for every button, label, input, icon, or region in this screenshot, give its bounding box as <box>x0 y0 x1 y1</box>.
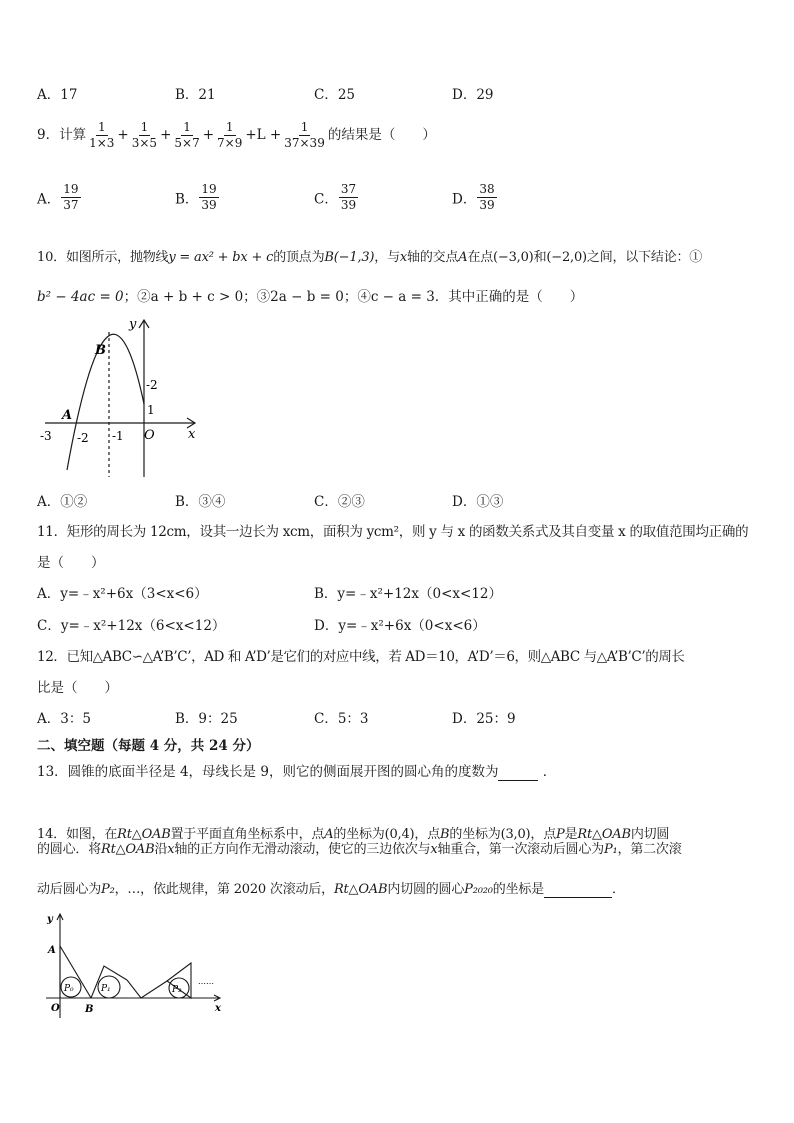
option-text: 17 <box>60 87 78 103</box>
q10-option-d[interactable]: D．①③ <box>452 494 504 510</box>
q9-option-a[interactable]: A． $\frac{19}{37}$ <box>37 182 79 212</box>
q9-fraction-1: $\frac{1}{1\times 3}$ <box>89 120 115 150</box>
triangle-roll-2 <box>127 980 167 998</box>
tick-y1: 1 <box>147 403 155 417</box>
p1-label: P₁ <box>101 984 111 994</box>
q10-parabola-graph <box>35 312 200 482</box>
q14-stem-line3: 动后圆心为P₂，…，依此规律，第 2020 次滚动后，Rt△OAB内切圆的圆心P₂₀₂₀的坐标是 ． <box>37 882 625 897</box>
q14-rolling-triangle-figure <box>38 908 228 1028</box>
origin-label: O <box>144 428 155 443</box>
x-label: x <box>188 427 196 442</box>
answer-blank[interactable] <box>498 764 538 781</box>
q9-option-d[interactable]: D． $\frac{38}{39}$ <box>452 182 495 212</box>
q11-option-c[interactable]: C．y=﹣x²+12x（6<x<12） <box>37 618 226 634</box>
p0-label: P₀ <box>64 984 74 994</box>
point-a-label: A <box>48 945 56 956</box>
q12-stem-line2: 比是（ ） <box>37 680 118 696</box>
option-text: 21 <box>198 87 216 103</box>
q12-option-a[interactable]: A．3：5 <box>37 711 91 727</box>
continuation-dots: …… <box>198 977 214 986</box>
tick-y2: -2 <box>146 378 158 392</box>
q11-option-d[interactable]: D．y=﹣x²+6x（0<x<6） <box>314 618 486 634</box>
q12-option-b[interactable]: B．9：25 <box>175 711 238 727</box>
q9-option-b[interactable]: B． $\frac{19}{39}$ <box>175 182 217 212</box>
q10-option-b[interactable]: B．③④ <box>175 494 226 510</box>
p2-label: P₂ <box>172 985 182 995</box>
tick-minus1: -1 <box>112 429 124 443</box>
q9-suffix: 的结果是（ ） <box>327 127 436 143</box>
q11-stem-line2: 是（ ） <box>37 555 105 571</box>
answer-blank[interactable] <box>544 882 612 898</box>
q12-stem-line1: 12．已知△ABC∽△A’B’C’，AD 和 A’D’是它们的对应中线，若 AD＝10，A’D’＝6，则△ABC 与△A’B’C’的周长 <box>37 649 685 665</box>
q13-stem: 13．圆锥的底面半径是 4，母线长是 9，则它的侧面展开图的圆心角的度数为 ． <box>37 764 557 780</box>
q8-option-d[interactable] <box>452 83 494 103</box>
point-b-label: B <box>95 343 106 358</box>
option-label: D． <box>452 87 477 103</box>
origin-label: O <box>51 1003 60 1014</box>
q9-fraction-2: $\frac{1}{3\times 5}$ <box>131 120 158 150</box>
question-number: 9． <box>37 127 60 143</box>
point-b-label: B <box>85 1004 94 1015</box>
option-text: 25 <box>337 87 356 103</box>
y-label: y <box>47 914 53 925</box>
q11-option-b[interactable]: B．y=﹣x²+12x（0<x<12） <box>314 586 502 602</box>
q12-option-c[interactable]: C．5：3 <box>314 711 369 727</box>
q11-option-a[interactable]: A．y=﹣x²+6x（3<x<6） <box>37 586 208 602</box>
option-label: C． <box>314 87 338 103</box>
option-label: B． <box>175 87 199 103</box>
q8-option-b[interactable] <box>175 83 216 103</box>
q8-option-a[interactable] <box>37 83 77 103</box>
point-a-label: A <box>62 408 73 423</box>
tick-minus2: -2 <box>77 431 89 445</box>
q14-stem-line1: 14．如图，在Rt△OAB置于平面直角坐标系中，点A的坐标为(0,4)，点B的坐标为(3,0)，点P是Rt△OAB内切圆 <box>37 827 670 842</box>
q10-option-c[interactable]: C．②③ <box>314 494 365 510</box>
section-title: 二、填空题（每题 4 分，共 24 分） <box>37 738 260 754</box>
q9-prefix: 计算 <box>59 127 87 143</box>
x-label: x <box>215 1003 221 1014</box>
y-label: y <box>129 317 137 332</box>
q9-fraction-3: $\frac{1}{5\times 7}$ <box>174 120 200 150</box>
q10-option-a[interactable]: A．①② <box>37 494 88 510</box>
q11-stem-line1: 11．矩形的周长为 12cm，设其一边长为 xcm，面积为 ycm²，则 y 与 x 的函数关系式及其自变量 x 的取值范围均正确的 <box>37 524 749 540</box>
option-label: A． <box>37 87 61 103</box>
q8-option-c[interactable] <box>314 83 355 103</box>
q9-fraction-5: $\frac{1}{37\times 39}$ <box>284 120 325 150</box>
q10-stem-line2: b² − 4ac = 0；②a + b + c > 0；③2a − b = 0；④c − a = 3．其中正确的是（ ） <box>37 289 584 305</box>
q10-stem-line1: 10．如图所示，抛物线y = ax² + bx + c的顶点为B(−1,3)，与x轴的交点A在点(−3,0)和(−2,0)之间，以下结论：① <box>37 250 703 265</box>
q12-option-d[interactable]: D．25：9 <box>452 711 516 727</box>
option-text: 29 <box>476 87 494 103</box>
q9-fraction-4: $\frac{1}{7\times 9}$ <box>217 120 243 150</box>
tick-minus3: -3 <box>40 429 52 443</box>
q9-stem: 9．计算 $\frac{1}{1\times 3}$ + $\frac{1}{3\times 5}$ + $\frac{1}{5\times 7}$ + $\frac{1}{7\times 9}$ +L + $\frac{1}{37\times 39}$ 的结果是（ ） <box>37 120 436 150</box>
q9-ellipsis: L <box>256 127 266 143</box>
q14-stem-line2: 的圆心．将Rt△OAB沿x轴的正方向作无滑动滚动，使它的三边依次与x轴重合，第一次滚动后圆心为P₁，第二次滚 <box>37 842 682 857</box>
q9-option-c[interactable]: C． $\frac{37}{39}$ <box>314 182 357 212</box>
